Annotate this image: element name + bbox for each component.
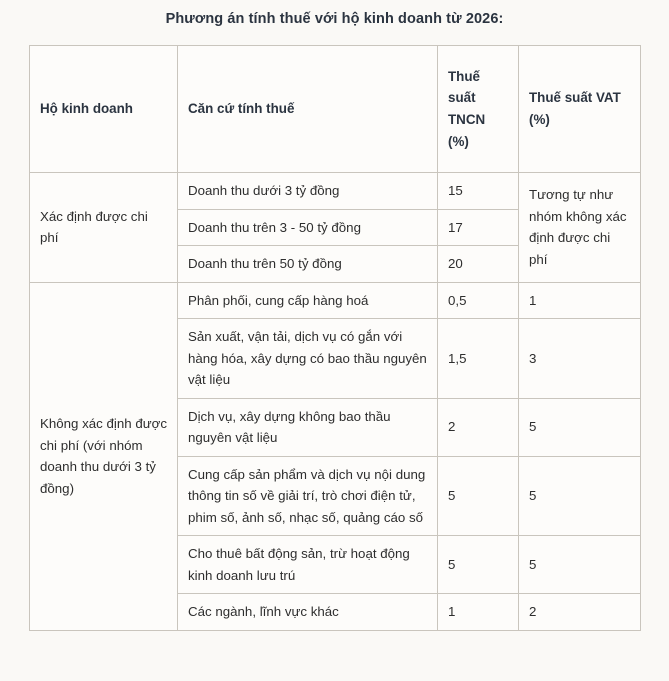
pit-rate-cell: 2 [438,398,519,456]
column-header-household: Hộ kinh doanh [30,46,178,173]
tax-basis-cell: Dịch vụ, xây dựng không bao thầu nguyên vật liệu [178,398,438,456]
vat-rate-cell: 2 [519,594,641,631]
page-title: Phương án tính thuế với hộ kinh doanh từ 2026: [165,11,504,27]
tax-basis-cell: Cho thuê bất động sản, trừ hoạt động kinh doanh lưu trú [178,536,438,594]
table-row [30,173,641,210]
pit-rate-cell: 5 [438,536,519,594]
pit-rate-cell: 20 [438,246,519,283]
tax-basis-cell: Sản xuất, vận tải, dịch vụ có gắn với hàng hóa, xây dựng có bao thầu nguyên vật liệu [178,319,438,399]
column-header-vat-rate: Thuế suất VAT (%) [519,46,641,173]
table-body [30,173,641,631]
pit-rate-cell: 5 [438,456,519,536]
table-row [30,282,641,319]
vat-rate-cell: 5 [519,398,641,456]
pit-rate-cell: 1 [438,594,519,631]
vat-rate-note-cell: Tương tự như nhóm không xác định được chi phí [519,173,641,283]
column-header-pit-rate: Thuế suất TNCN (%) [438,46,519,173]
tax-table-container [29,45,640,631]
vat-rate-cell: 5 [519,536,641,594]
tax-basis-cell: Cung cấp sản phẩm và dịch vụ nội dung thông tin số về giải trí, trò chơi điện tử, phim số, ảnh số, nhạc số, quảng cáo số [178,456,438,536]
vat-rate-cell: 1 [519,282,641,319]
tax-basis-cell: Phân phối, cung cấp hàng hoá [178,282,438,319]
vat-rate-cell: 5 [519,456,641,536]
tax-basis-cell: Doanh thu dưới 3 tỷ đồng [178,173,438,210]
table-header-row [30,46,641,173]
pit-rate-cell: 1,5 [438,319,519,399]
pit-rate-cell: 17 [438,209,519,246]
tax-basis-cell: Các ngành, lĩnh vực khác [178,594,438,631]
group-label-identifiable-cost: Xác định được chi phí [30,173,178,283]
pit-rate-cell: 15 [438,173,519,210]
tax-basis-cell: Doanh thu trên 3 - 50 tỷ đồng [178,209,438,246]
column-header-tax-basis: Căn cứ tính thuế [178,46,438,173]
table-header [30,46,641,173]
group-label-unidentifiable-cost: Không xác định được chi phí (với nhóm doanh thu dưới 3 tỷ đồng) [30,282,178,630]
tax-rate-table [29,45,641,631]
pit-rate-cell: 0,5 [438,282,519,319]
tax-basis-cell: Doanh thu trên 50 tỷ đồng [178,246,438,283]
vat-rate-cell: 3 [519,319,641,399]
